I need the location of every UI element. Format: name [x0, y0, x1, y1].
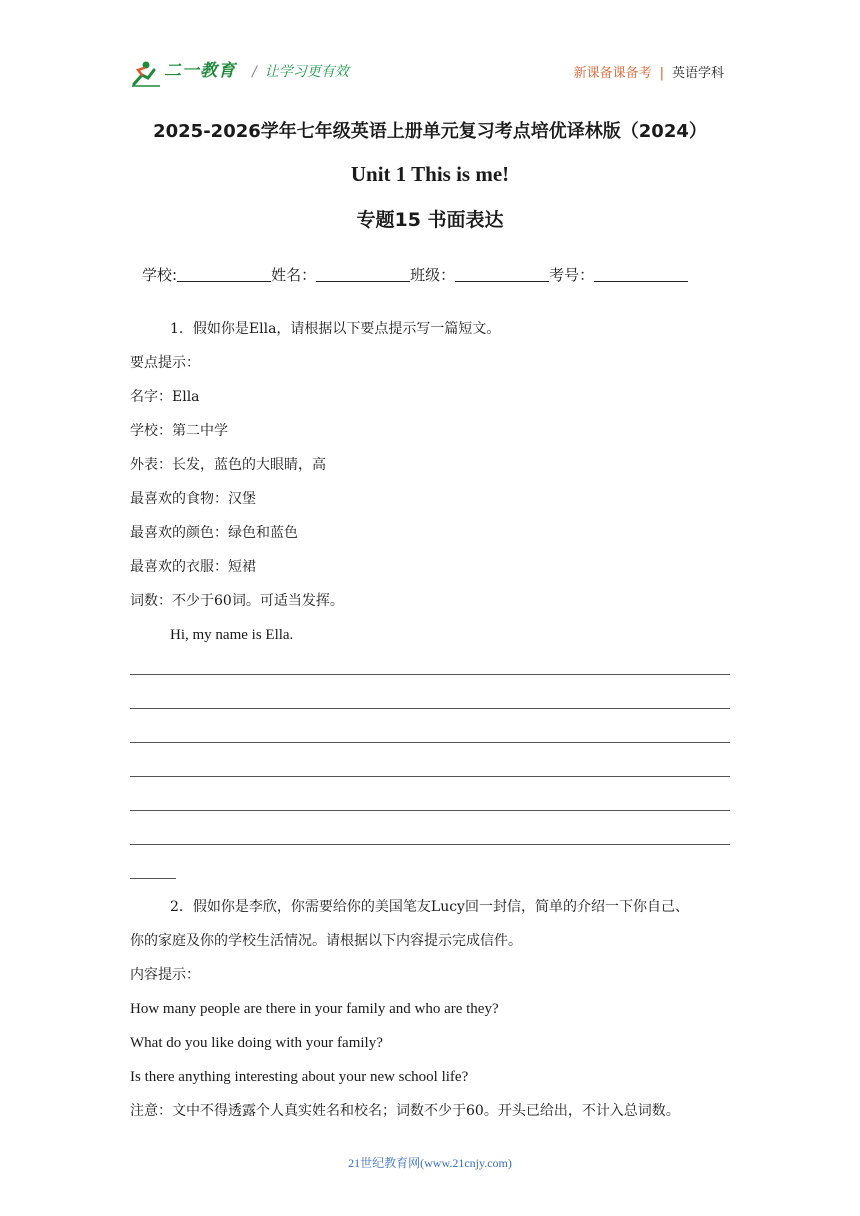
q1-hint: 最喜欢的衣服：短裙	[130, 559, 256, 575]
q2-question: What do you like doing with your family?	[130, 1035, 383, 1051]
school-blank[interactable]	[177, 267, 271, 282]
page-header	[130, 52, 730, 92]
q1-hint: 最喜欢的颜色：绿色和蓝色	[130, 525, 298, 541]
q2-question: How many people are there in your family and who are they?	[130, 1001, 499, 1017]
answer-line[interactable]	[130, 822, 730, 856]
q2-prompt-line1: 2．假如你是李欣，你需要给你的美国笔友Lucy回一封信，简单的介绍一下你自己、	[170, 899, 689, 915]
answer-line[interactable]	[130, 652, 730, 686]
q1-hint: 外表：长发，蓝色的大眼睛，高	[130, 457, 326, 473]
class-blank[interactable]	[455, 267, 549, 282]
name-label: 姓名：	[271, 266, 317, 284]
answer-line[interactable]	[130, 788, 730, 822]
answer-line[interactable]	[130, 686, 730, 720]
q1-hint: 词数：不少于60词。可适当发挥。	[130, 593, 344, 609]
q1-opening: Hi, my name is Ella.	[170, 627, 294, 643]
class-label: 班级：	[410, 266, 456, 284]
exam-no-blank[interactable]	[594, 267, 688, 282]
q1-hint: 最喜欢的食物：汉堡	[130, 491, 256, 507]
q2-question: Is there anything interesting about your new school life?	[130, 1069, 469, 1085]
topic-title: 专题15 书面表达	[356, 209, 504, 231]
q1-hint: 要点提示：	[130, 355, 200, 371]
page-footer[interactable]: 21世纪教育网(www.21cnjy.com)	[348, 1156, 512, 1170]
main-title: 2025-2026学年七年级英语上册单元复习考点培优译林版（2024）	[153, 121, 707, 142]
question-content	[130, 312, 730, 1128]
school-label: 学校:	[142, 266, 178, 284]
header-subject: 新课备课备考 | 英语学科	[573, 66, 724, 81]
q2-note: 注意：文中不得透露个人真实姓名和校名；词数不少于60。开头已给出，不计入总词数。	[130, 1103, 680, 1119]
q1-hint: 学校：第二中学	[130, 423, 228, 439]
q2-prompt-line2: 你的家庭及你的学校生活情况。请根据以下内容提示完成信件。	[130, 933, 522, 949]
q2-hint-label: 内容提示：	[130, 967, 200, 983]
logo-text: 二一教育	[164, 61, 236, 81]
unit-title: Unit 1 This is me!	[350, 162, 510, 186]
name-blank[interactable]	[316, 267, 410, 282]
q1-hint: 名字：Ella	[130, 389, 200, 405]
answer-line[interactable]	[130, 720, 730, 754]
exam-no-label: 考号：	[549, 266, 595, 284]
student-info-row	[142, 264, 688, 285]
q1-prompt: 1．假如你是Ella，请根据以下要点提示写一篇短文。	[170, 321, 501, 337]
slogan: / 让学习更有效	[252, 64, 349, 80]
answer-line[interactable]	[130, 754, 730, 788]
answer-line-short[interactable]	[130, 856, 730, 890]
